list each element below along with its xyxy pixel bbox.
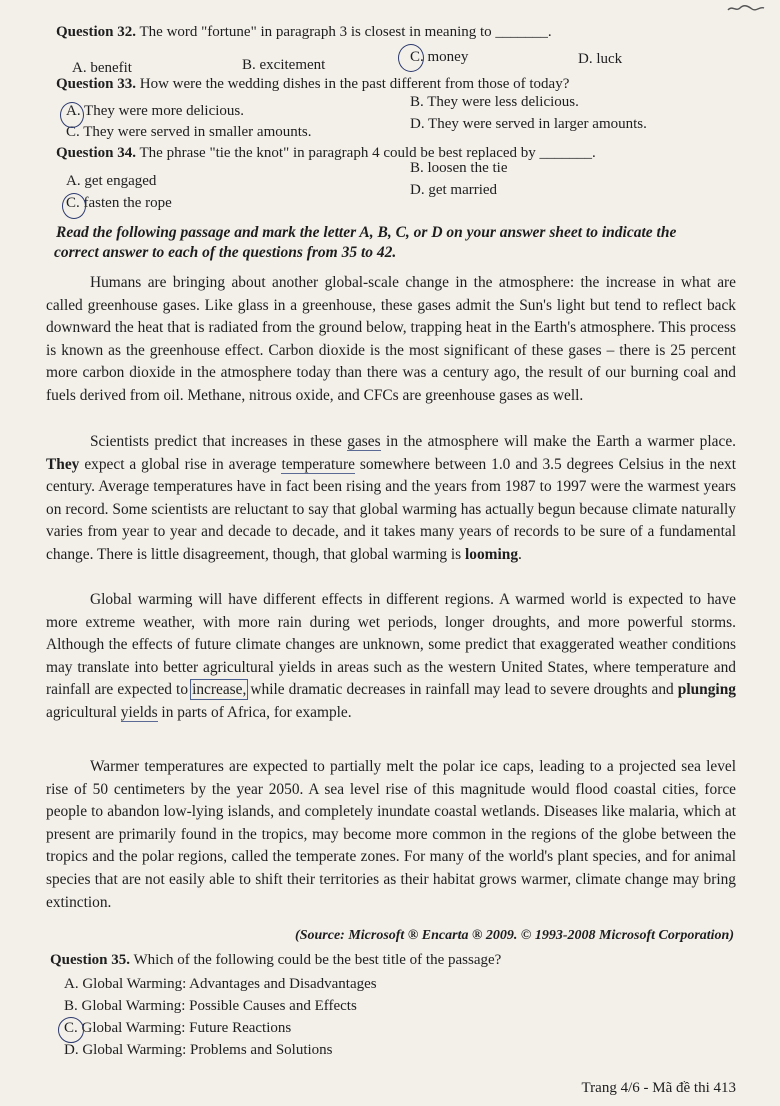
p3-word-plunging: plunging [677, 681, 736, 699]
instruction-line-2: correct answer to each of the questions from 35 to 42. [54, 244, 397, 261]
answer-circle-mark [62, 193, 86, 219]
q33-option-a: A. They were more delicious. [66, 103, 245, 119]
p3-text-b: while dramatic decreases in rainfall may lead to severe droughts and [250, 681, 674, 699]
q32-option-a: A. benefit [72, 60, 132, 76]
p2-text-b: in the atmosphere will make the Earth a warmer place. [386, 433, 736, 450]
p2-text-a: Scientists predict that increases in these [90, 433, 342, 450]
question-34 [56, 145, 596, 162]
question-33 [56, 76, 569, 93]
q34-option-d: D. get married [410, 182, 498, 198]
question-32 [56, 24, 552, 41]
q35-option-a: A. Global Warming: Advantages and Disadvantages [64, 976, 377, 992]
q35-option-c: C. Global Warming: Future Reactions [64, 1020, 292, 1036]
q33-option-d: D. They were served in larger amounts. [410, 116, 647, 132]
p3-word-yields: yields [120, 703, 158, 721]
question-32-label: Question 32. [56, 24, 137, 40]
question-35-stem: Which of the following could be the best title of the passage? [133, 952, 502, 968]
question-32-stem: The word "fortune" in paragraph 3 is closest in meaning to _______. [139, 24, 552, 40]
q33-option-b: B. They were less delicious. [410, 94, 579, 110]
p2-word-looming: looming [465, 545, 519, 563]
q34-option-b: B. loosen the tie [410, 160, 508, 176]
p2-end: . [518, 545, 522, 563]
answer-circle-mark [398, 44, 424, 72]
p2-word-they: They [46, 455, 80, 473]
p2-word-temperature: temperature [281, 455, 355, 473]
page-footer: Trang 4/6 - Mã đề thi 413 [581, 1080, 736, 1096]
p2-text-d: somewhere between 1.0 and 3.5 degrees Celsius in the next century. Average temperatures have in fact been rising and the years from 1987 to 1997 were the warmest years on record. Some scientists are reluctant to say that global warming has actually begun because climate naturally varies from year to year and decade to decade, and it takes many years of records to be sure of a fundamental change. There is little disagreement, though, that global warming is [46, 455, 737, 563]
question-34-label: Question 34. [56, 145, 137, 161]
answer-circle-mark [58, 1017, 84, 1043]
answer-circle-mark [60, 102, 84, 128]
passage-paragraph-1: Humans are bringing about another global-scale change in the atmosphere: the increase in what are called greenhouse gases. Like glass in a greenhouse, these gases admit the Sun's light but tend to reflect back downward the heat that is radiated from the ground below, trapping heat in the Earth's atmosphere. This process is known as the greenhouse effect. Carbon dioxide is the most significant of these gases – there is 25 percent more carbon dioxide in the atmosphere today than there was a century ago, the result of our burning coal and fuels derived from oil. Methane, nitrous oxide, and CFCs are greenhouse gases as well. [46, 274, 736, 404]
p2-word-gases: gases [347, 433, 381, 450]
q32-option-c: C. money [410, 49, 469, 65]
passage-paragraph-3 [46, 589, 736, 725]
question-33-label: Question 33. [56, 76, 137, 92]
q32-option-b: B. excitement [242, 57, 326, 73]
passage-paragraph-4: Warmer temperatures are expected to partially melt the polar ice caps, leading to a projected sea level rise of 50 centimeters by the year 2050. A sea level rise of this magnitude would flood coastal cities, force people to abandon low-lying islands, and completely inundate coastal wetlands. Diseases like malaria, which at present are primarily found in the tropics, may become more common in the regions of the globe between the tropics and the polar regions, called the temperate zones. For many of the world's plant species, and for animal species that are not easily able to shift their territories as their habitat grows warmer, climate change may bring extinction. [46, 758, 736, 911]
q35-option-d: D. Global Warming: Problems and Solutions [64, 1042, 333, 1058]
p3-word-increase: increase, [192, 681, 247, 699]
question-35-label: Question 35. [50, 952, 131, 968]
question-35 [50, 952, 501, 969]
pen-scribble-mark [726, 2, 766, 14]
question-33-stem: How were the wedding dishes in the past different from those of today? [139, 76, 570, 92]
q32-option-d: D. luck [578, 51, 623, 67]
p3-text-d: in parts of Africa, for example. [161, 703, 352, 721]
q35-option-b: B. Global Warming: Possible Causes and Effects [64, 998, 357, 1014]
source-citation: (Source: Microsoft ® Encarta ® 2009. © 1993-2008 Microsoft Corporation) [295, 928, 734, 943]
q34-option-c: C. fasten the rope [66, 195, 172, 211]
instruction-line-1: Read the following passage and mark the letter A, B, C, or D on your answer sheet to indicate the [56, 224, 677, 241]
p3-text-c: agricultural [46, 703, 117, 721]
q33-option-c: C. They were served in smaller amounts. [66, 124, 312, 140]
q34-option-a: A. get engaged [66, 173, 157, 189]
question-34-stem: The phrase "tie the knot" in paragraph 4 could be best replaced by _______. [139, 145, 596, 161]
p3-text-a: Global warming will have different effects in different regions. A warmed world is expected to have more extreme weather, with more rain during wet periods, longer droughts, and more powerful storms. Although the effects of future climate changes are unknown, some predict that exaggerated weather conditions may translate into better agricultural yields in areas such as the western United States, where temperature and rainfall are expected to [46, 591, 736, 699]
p2-text-c: expect a global rise in average [84, 455, 277, 473]
passage-paragraph-2 [46, 431, 736, 567]
